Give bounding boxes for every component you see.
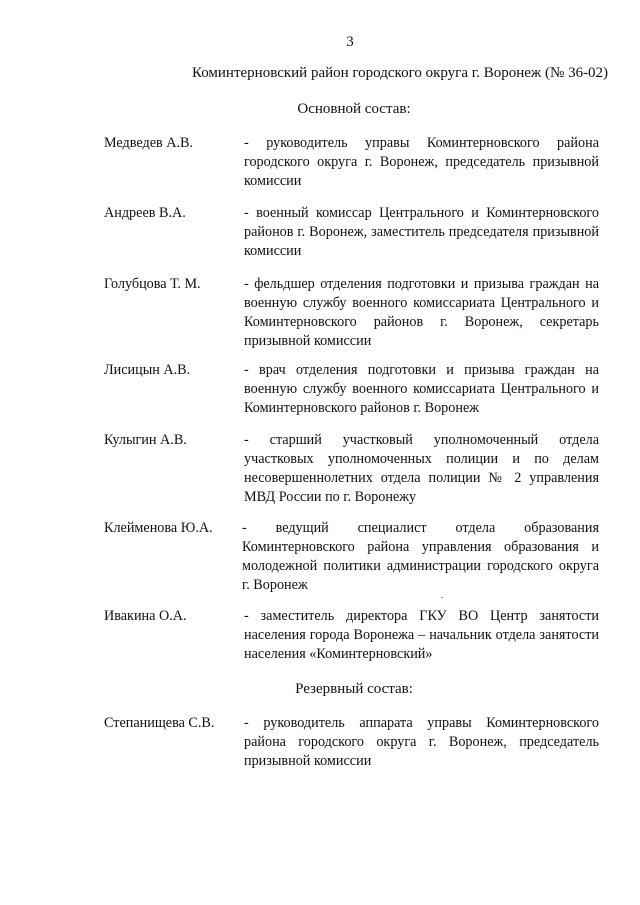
member-role: - старший участковый уполномоченный отдела участковых уполномоченных полиции и по делам несовершеннолетних отдела полиции № 2 управления МВД России по г. Воронежу bbox=[244, 431, 599, 507]
page-number: 3 bbox=[346, 34, 354, 50]
member-role: - ведущий специалист отдела образования Коминтерновского района управления образования и молодежной политики администрации городского округа г. Воронеж bbox=[242, 519, 599, 595]
member-name: Лисицын А.В. bbox=[104, 362, 191, 378]
member-role: - заместитель директора ГКУ ВО Центр занятости населения города Воронежа – начальник отдела занятости населения «Коминтерновский» bbox=[244, 607, 599, 664]
member-role: - руководитель аппарата управы Коминтерновского района городского округа г. Воронеж, председатель призывной комиссии bbox=[244, 714, 599, 771]
member-name: Кулыгин А.В. bbox=[104, 432, 187, 448]
member-name: Клейменова Ю.А. bbox=[104, 520, 213, 536]
member-role: - фельдшер отделения подготовки и призыва граждан на военную службу военного комиссариата Центрального и Коминтерновского районов г. Воронеж, секретарь призывной комиссии bbox=[244, 275, 599, 351]
member-name: Медведев А.В. bbox=[104, 135, 194, 151]
member-name: Ивакина О.А. bbox=[104, 608, 187, 624]
member-name: Голубцова Т. М. bbox=[104, 276, 201, 292]
member-name: Степанищева С.В. bbox=[104, 715, 215, 731]
member-role: - врач отделения подготовки и призыва граждан на военную службу военного комиссариата Центрального и Коминтерновского районов г. Воронеж bbox=[244, 361, 599, 418]
member-name: Андреев В.А. bbox=[104, 205, 186, 221]
reserve-composition-heading: Резервный состав: bbox=[295, 681, 413, 697]
scan-artifact bbox=[441, 597, 443, 598]
main-composition-heading: Основной состав: bbox=[297, 101, 411, 117]
member-role: - военный комиссар Центрального и Коминтерновского районов г. Воронеж, заместитель председателя призывной комиссии bbox=[244, 204, 599, 261]
document-title: Коминтерновский район городского округа г. Воронеж (№ 36-02) bbox=[191, 65, 609, 81]
member-role: - руководитель управы Коминтерновского района городского округа г. Воронеж, председатель призывной комиссии bbox=[244, 134, 599, 191]
